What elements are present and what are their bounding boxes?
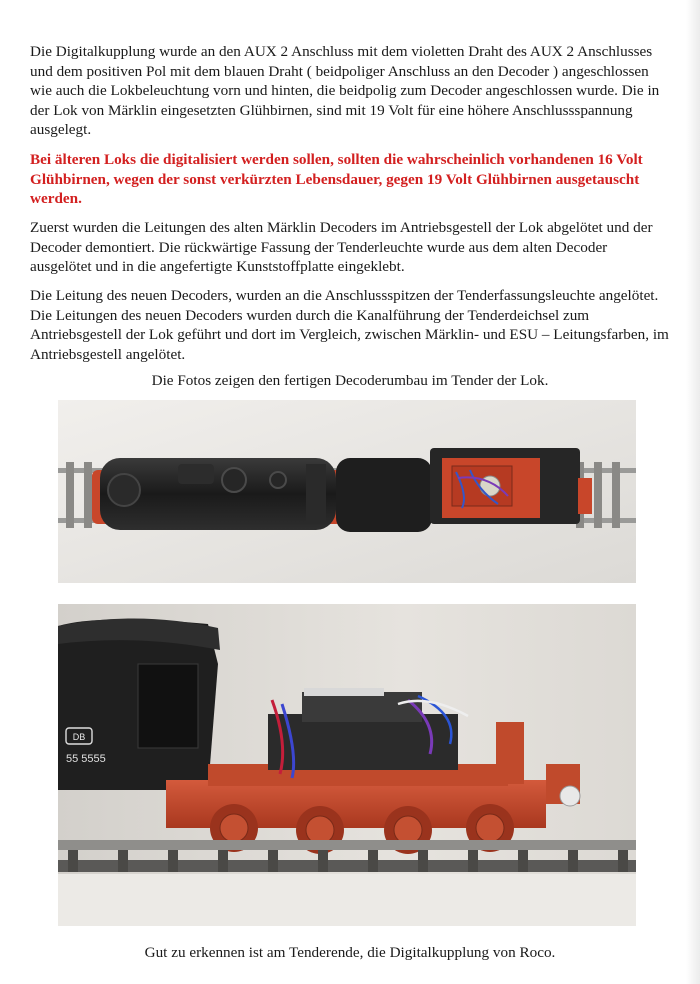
decoder-board-icon — [452, 466, 512, 508]
locomotive-cab-side — [58, 618, 220, 790]
photo-top-view-locomotive — [58, 400, 636, 583]
db-logo: DB — [72, 732, 86, 742]
tender-top — [336, 448, 592, 532]
loco-number: 55 5555 — [66, 753, 106, 765]
paragraph-old-decoder: Zuerst wurden die Leitungen des alten Märklin Decoders im Antriebsgestell der Lok abgelötet und der Decoder demontiert. Die rückwärtige Fassung der Tenderleuchte wurde aus dem alten Decoder ausgelötet und in die angefertigte Kunststoffplatte eingeklebt. — [30, 219, 653, 275]
scan-edge-shadow — [686, 0, 700, 984]
paragraph-digital-coupling: Die Digitalkupplung wurde an den AUX 2 Anschluss mit dem violetten Draht des AUX 2 Anschlusses und dem positiven Pol mit dem blauen Draht ( beidpoliger Anschluss an den Decoder ) angeschlossen wie auch die Lokbeleuchtung vorn und hinten, die beidpolig zum Decoder angeschlossen wurde. Die in der Lok von Märklin eingesetzten Glühbirnen, sind mit 19 Volt für eine höhere Anschlussspannung ausgelegt. — [30, 43, 660, 138]
paragraph-new-decoder: Die Leitung des neuen Decoders, wurden an die Anschlussspitzen der Tenderfassungsleuchte angelötet. Die Leitungen des neuen Decoders wurden durch die Kanalführung der Tenderdeichsel zum Antriebsgestell der Lok geführt und dort im Vergleich, zwischen Märklin- und ESU – Leitungsfarben, im Antriebsgestell angelötet. — [30, 287, 669, 363]
locomotive-body-top — [92, 458, 342, 530]
photo-caption-bottom: Gut zu erkennen ist am Tenderende, die Digitalkupplung von Roco. — [144, 944, 556, 961]
warning-paragraph: Bei älteren Loks die digitalisiert werden sollen, sollten die wahrscheinlich vorhandenen 16 Volt Glühbirnen, wegen der sonst verkürzten Lebensdauer, gegen 19 Volt Glühbirnen ausgetauscht werden. — [30, 151, 643, 207]
photo-caption-top: Die Fotos zeigen den fertigen Decoderumbau im Tender der Lok. — [151, 372, 549, 389]
photo-side-view-tender — [58, 604, 636, 926]
